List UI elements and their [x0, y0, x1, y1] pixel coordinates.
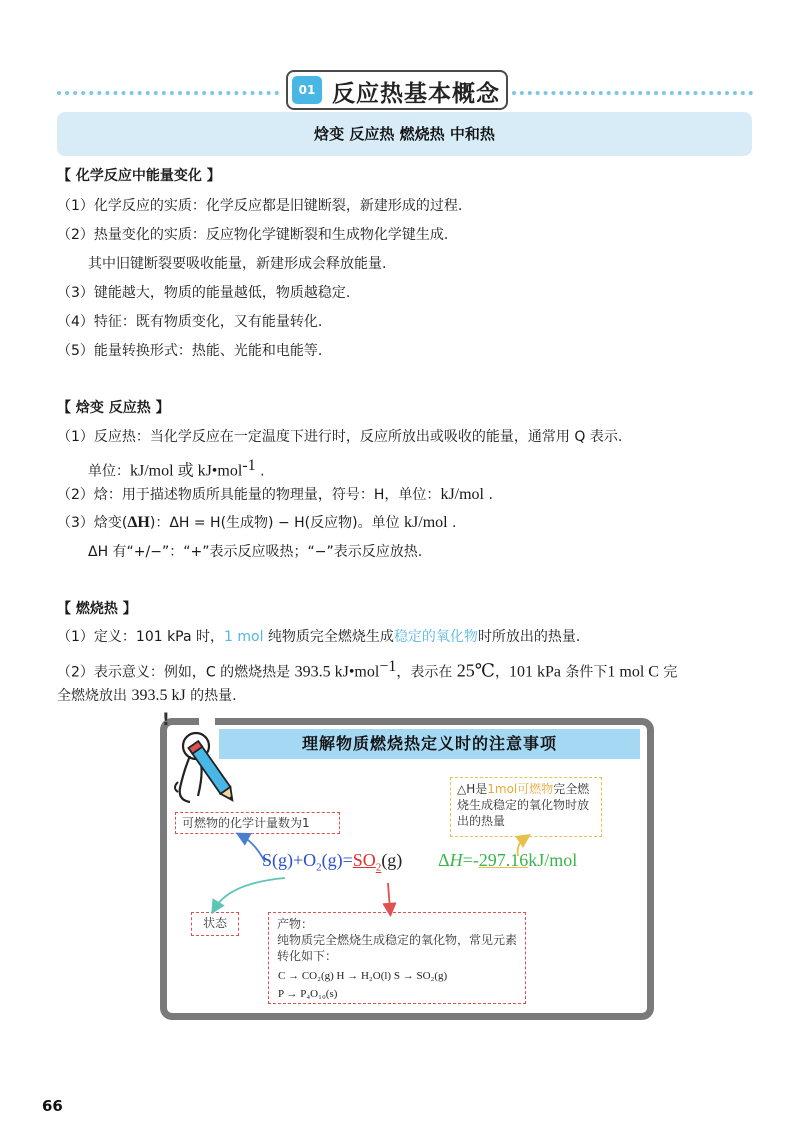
- text-line: 其中旧键断裂要吸收能量，新建形成会释放能量.: [88, 256, 387, 272]
- equation-state: (g): [381, 850, 403, 870]
- text-segment: ，: [494, 664, 509, 681]
- section-heading-energy-change: 【 化学反应中能量变化 】: [57, 168, 221, 184]
- value-text: 1 mol C: [607, 663, 659, 681]
- chapter-header: [286, 70, 508, 110]
- text-segment: 时所放出的热量.: [477, 629, 581, 645]
- panel-title: 理解物质燃烧热定义时的注意事项: [301, 734, 557, 753]
- product-title: 产物：: [277, 917, 314, 931]
- text-line: [88, 456, 265, 482]
- note-coefficient: 可燃物的化学计量数为1: [175, 812, 340, 834]
- subscript: 2: [375, 861, 382, 874]
- text-segment: 纯物质完全燃烧生成: [263, 629, 394, 645]
- value-text: 101 kPa: [508, 663, 561, 681]
- text-segment: （2）表示意义：例如，C 的燃烧热是: [57, 664, 295, 681]
- text-segment: 单位：: [88, 463, 130, 480]
- text-line: [57, 513, 457, 533]
- text-segment: .: [484, 487, 493, 503]
- product-conversion-row: P → P₄O₁₀(s): [278, 988, 338, 1000]
- unit-text: kJ/mol 或 kJ•mol: [130, 462, 243, 480]
- text-line: （3）键能越大，物质的能量越低，物质越稳定.: [57, 285, 351, 301]
- text-line: [57, 627, 580, 647]
- value-text: 25℃: [456, 660, 495, 681]
- header-dotted-line-left: [57, 91, 279, 95]
- product-description: 纯物质完全燃烧生成稳定的氧化物，常见元素转化如下：: [277, 933, 518, 963]
- highlight-text: 1 mol: [224, 629, 264, 645]
- unit-text: kJ/mol: [528, 850, 578, 870]
- arrow-state: [215, 878, 285, 908]
- section-heading-enthalpy: 【 焓变 反应热 】: [57, 400, 170, 416]
- header-dotted-line-right: [512, 91, 753, 95]
- subscript: 2: [316, 861, 322, 874]
- text-line: （5）能量转换形式：热能、光能和电能等.: [57, 343, 323, 359]
- text-line: （2）热量变化的实质：反应物化学键断裂和生成物化学键生成.: [57, 227, 449, 243]
- text-line: （4）特征：既有物质变化，又有能量转化.: [57, 314, 323, 330]
- chapter-number: 01: [292, 76, 322, 104]
- note-state: 状态: [191, 912, 239, 936]
- text-segment: （1）定义：101 kPa 时，: [57, 629, 225, 645]
- text-line: [57, 485, 493, 505]
- equation-reactants: S(g)+O: [262, 850, 317, 870]
- topic-banner: 焓变 反应热 燃烧热 中和热: [57, 112, 752, 156]
- equation-segment: (g)=: [321, 850, 353, 870]
- section-heading-combustion-heat: 【 燃烧热 】: [57, 601, 137, 617]
- text-segment: 条件下: [560, 664, 608, 681]
- text-segment: 完全燃烧生成稳定的氧化物时放出的热量: [457, 782, 590, 828]
- arrow-product: [388, 883, 390, 910]
- text-segment: 完: [658, 664, 678, 681]
- text-segment: （3）焓变(: [57, 515, 128, 531]
- chemical-equation: [262, 850, 402, 874]
- delta-h-symbol: ΔH: [127, 514, 150, 531]
- delta-h-value: [438, 850, 577, 871]
- highlight-text: 1mol可燃物: [487, 782, 554, 796]
- delta-h-number: 297.16: [478, 850, 529, 870]
- value-text: 393.5 kJ: [131, 687, 186, 704]
- text-line: [57, 686, 237, 706]
- text-segment: .: [255, 463, 265, 480]
- text-segment: 全燃烧放出: [57, 688, 132, 704]
- delta-symbol: Δ: [438, 850, 450, 870]
- text-line: ΔH 有“+/−”：“+”表示反应吸热；“−”表示反应放热.: [88, 544, 423, 560]
- highlight-text: 稳定的氧化物: [393, 629, 478, 645]
- equation-product: SO: [352, 850, 376, 870]
- text-line: （1）反应热：当化学反应在一定温度下进行时，反应所放出或吸收的能量，通常用 Q 表示.: [57, 429, 623, 445]
- product-conversion-row: C → CO₂(g) H → H₂O(l) S → SO₂(g): [278, 970, 448, 982]
- superscript: −1: [379, 658, 397, 675]
- text-line: （1）化学反应的实质：化学反应都是旧键断裂，新建形成的过程.: [57, 198, 463, 214]
- value-text: 393.5 kJ•mol: [294, 663, 380, 681]
- exclamation-icon: !: [162, 710, 170, 730]
- text-segment: 的热量.: [185, 688, 237, 704]
- text-segment: △H是: [457, 782, 488, 796]
- superscript: -1: [242, 457, 256, 474]
- unit-text: kJ/mol: [404, 514, 448, 531]
- page-number: 66: [42, 1097, 63, 1115]
- unit-text: kJ/mol: [440, 486, 484, 503]
- text-line: [57, 657, 677, 683]
- text-segment: .: [447, 515, 457, 531]
- text-segment: )：ΔH = H(生成物) − H(反应物)。单位: [149, 515, 405, 531]
- text-segment: （2）焓：用于描述物质所具能量的物理量，符号：H，单位：: [57, 487, 441, 503]
- equation-segment: =-: [462, 850, 479, 870]
- h-symbol: H: [449, 850, 463, 870]
- chapter-title: 反应热基本概念: [332, 81, 500, 107]
- text-segment: ，表示在: [396, 664, 457, 681]
